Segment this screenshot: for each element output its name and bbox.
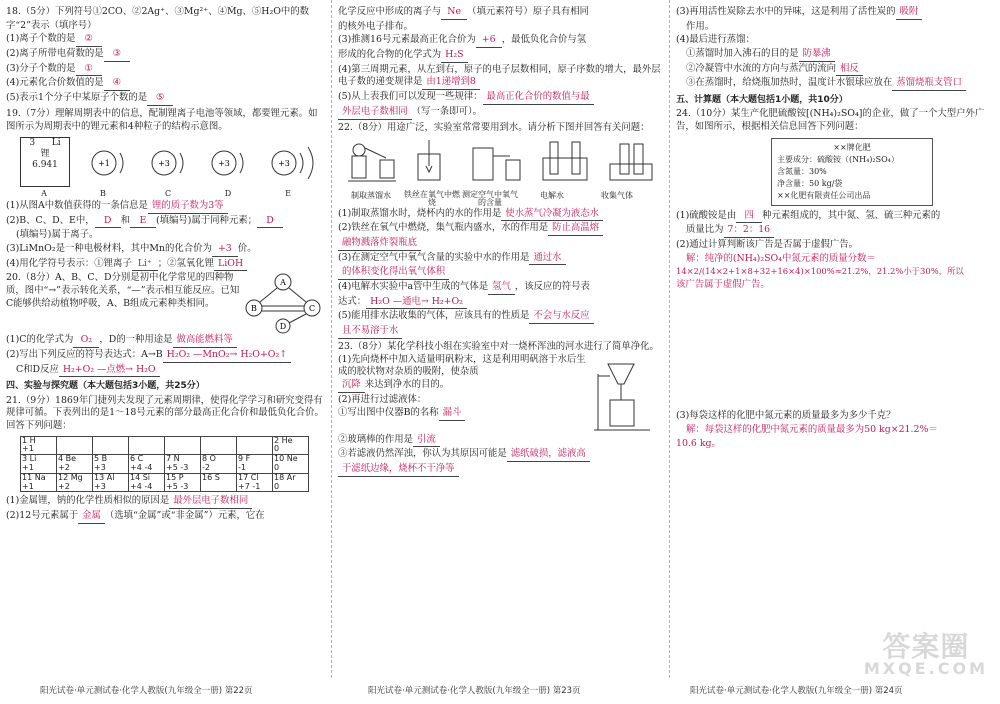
gas-collection-apparatus: [610, 144, 652, 180]
q20-answer-3: C和D反应 H₂+O₂ —点燃→ H₂O: [6, 364, 324, 378]
footer-page-24: 阳光试卷·单元测试卷·化学人教版(九年级全一册) 第24页: [690, 686, 903, 696]
q23-answer-2d: 于滤纸边缘，烧杯不干净等: [338, 463, 662, 477]
q23-intro: 23.（8分）某化学科技小组在实验室中对一烧杯浑浊的河水进行了简单净化。: [338, 340, 659, 352]
watermark-logo: 答案圈 MXQE.COM: [863, 629, 988, 679]
q21-intro: 21.（9分）1869年门捷列夫发现了元素周期律，使得化学学习和研究变得有规律可循。下表列出的是1～18号元素的部分最高正化合价和最低负化合价。回答下列问题：: [6, 394, 324, 431]
q21-answer-5b: 外层电子数相同 （写一条即可）。: [338, 106, 662, 120]
q22-figure-labels: 制取蒸馏水 铁丝在氧气中燃烧 测定空气中氧气的含量 电解水 收集气体: [351, 189, 633, 208]
q23-answer-4: (4)最后进行蒸馏：: [676, 34, 755, 46]
distillation-apparatus: [348, 144, 396, 181]
q19-intro: 19.（7分）理解周期表中的信息，配制锂离子电池等领域，都要锂元素。如图所示为周期表中的锂元素和4种粒子的结构示意图。: [6, 107, 318, 132]
q23-answer-3b: 作用。: [686, 20, 715, 32]
column-divider-1: [331, 0, 332, 678]
q21-answer-4: (4)第三周期元素，从左到右，原子的电子层数相同，原子序数的增大，最外层: [338, 63, 661, 75]
q23-answer-2a: ①写出图中仪器B的名称 漏斗: [338, 407, 588, 421]
periodic-table-excerpt: [20, 436, 309, 493]
q23-answer-4c: ③在蒸馏时，给烧瓶加热时，温度计水银球应放在 蒸馏烧瓶支管口: [676, 77, 992, 91]
svg-text:+3: +3: [278, 159, 290, 169]
svg-text:+3: +3: [218, 159, 230, 169]
q21-cont-1: 化学反应中形成的离子与 Ne （填元素符号）原子具有相同: [338, 6, 662, 20]
q21-answer-4b: 电子数的递变规律是 由1递增到8: [338, 76, 662, 90]
atom-diagram-b: [92, 151, 123, 175]
q19-answer-2b: (填编号)属于离子。: [16, 229, 99, 241]
q22-intro: 22.（8分）用途广泛，实验室常常要用到水。请分析下图并回答有关问题：: [338, 121, 650, 133]
q22-answer-5: (5)能用排水法收集的气体，应该具有的性质是 不会与水反应: [338, 310, 662, 324]
atom-diagram-d: [212, 151, 243, 175]
svg-text:B: B: [251, 304, 257, 314]
electrolysis-apparatus: [543, 142, 587, 180]
table-row: 3 Li +1 4 Be +2 5 B +3 6 C +4 -4 7 N +5 -3 8 O -2 9 F -1 10 Ne 0: [21, 455, 309, 474]
q22-answer-4: (4)电解水实验中a管中生成的气体是 氢气 ，该反应的符号表: [338, 281, 662, 295]
q20-answer-2: (2)写出下列反应的符号表达式：A→B H₂O₂ —MnO₂→ H₂O+O₂↑: [6, 349, 324, 363]
q24-solution-2b: 14×2/(14×2+1×8+32+16×4)×100%≈21.2%，21.2%小于30%，所以: [676, 266, 964, 277]
section-5-heading: 五、计算题（本大题包括1小题，共10分）: [676, 95, 848, 106]
q24-answer-3: (3)每袋这样的化肥中氮元素的质量最多为多少千克？: [676, 410, 896, 422]
q23-answer-4a: ①蒸馏时加入沸石的目的是 防暴沸: [676, 48, 992, 62]
q18-item-5: (5)表示1个分子中某原子个数的是 ⑤: [6, 92, 324, 106]
q24-solution-3b: 10.6 kg。: [676, 437, 721, 449]
svg-text:+1: +1: [98, 159, 110, 169]
page-23-column: [338, 6, 662, 678]
q18-intro-2: 字“2”表示（填序号）: [6, 19, 97, 31]
atom-structure-diagrams: [80, 139, 320, 187]
page-22-column: [6, 6, 324, 678]
iron-burning-apparatus: [418, 140, 440, 180]
q19-answer-1: (1)从图A中数值获得的一条信息是 锂的质子数为3等: [6, 200, 324, 214]
q22-apparatus-figure: [338, 136, 658, 186]
q18-item-2: (2)离子所带电荷数的是 ③: [6, 48, 324, 62]
q18-item-4: (4)元素化合价数值的是 ④: [6, 77, 324, 91]
q21-answer-3: (3)推测16号元素最高正化合价为 +6 ，最低负化合价与氢: [338, 34, 662, 48]
q24-intro: 24.（10分）某生产化肥硫酸铵[(NH₄)₂SO₄]的企业，做了一个大型户外广告，如图所示，根据相关信息回答下列问题：: [676, 108, 985, 132]
q21-answer-1: (1)金属锂，钠的化学性质相似的原因是 最外层电子数相同: [6, 495, 324, 509]
q24-solution-2c: 该广告属于虚假广告。: [676, 278, 770, 290]
section-4-heading: 四、实验与探究题（本大题包括3小题，共25分）: [6, 381, 205, 392]
q21-answer-5: (5)从上表我们可以发现一些规律： 最高正化合价的数值与最: [338, 91, 662, 105]
q20-answer-1: (1)C的化学式为 O₂ ，D的一种用途是 做高能燃料等: [6, 334, 324, 348]
q21-answer-3b: 形成的化合物的化学式为 H₂S: [338, 49, 662, 63]
q20-intro: 20.（8分）A、B、C、D分别是初中化学常见的四种物质，图中“→”表示转化关系，“—”表示相互能反应。已知C能够供给动植物呼吸，A、B组成元素种类相同。: [6, 272, 240, 309]
svg-text:D: D: [279, 322, 287, 332]
svg-text:C: C: [308, 304, 316, 314]
q23-answer-2: (2)再进行过滤液体：: [338, 393, 427, 405]
q24-answer-2: (2)通过计算判断该广告是否属于虚假广告。: [676, 239, 859, 251]
q19-answer-2: (2)B、C、D、E中， D 和 E (填编号)属于同种元素； D: [6, 215, 324, 229]
q19-answer-4: (4)用化学符号表示：①锂离子 Li⁺ ；②氢氧化锂 LiOH: [6, 258, 324, 272]
page-footer: [0, 680, 1000, 704]
q19-figure: [20, 137, 324, 187]
q22-answer-2b: 融物溅落炸裂瓶底: [338, 237, 662, 251]
column-divider-2: [669, 0, 670, 678]
svg-text:+3: +3: [158, 159, 170, 169]
q23-answer-1b: 沉降 来达到净水的目的。: [338, 379, 588, 393]
q23-answer-1: (1)先向烧杯中加入适量明矾粉末，这是利用明矾溶于水后生成的胶状物对杂质的吸附，使杂质: [338, 353, 586, 378]
q22-answer-1: (1)制取蒸馏水时，烧杯内的水的作用是 使水蒸气冷凝为液态水: [338, 208, 662, 222]
table-row: 11 Na +1 12 Mg +2 13 Al +3 14 Si +4 -4 15 P +5 -3 16 S 17 Cl +7 -1 18 Ar 0: [21, 473, 309, 492]
footer-page-23: 阳光试卷·单元测试卷·化学人教版(九年级全一册) 第23页: [368, 686, 581, 696]
q22-answer-2: (2)铁丝在氧气中燃烧，集气瓶内盛水，水的作用是 防止高温熔: [338, 222, 662, 236]
q19-figure-labels: A B C D E: [41, 189, 291, 199]
footer-page-22: 阳光试卷·单元测试卷·化学人教版(九年级全一册) 第22页: [40, 686, 253, 696]
q24-answer-1: (1)硫酸铵是由 四 种元素组成的，其中氮、氢、硫三种元素的: [676, 210, 992, 224]
filtration-apparatus-figure: [588, 354, 658, 434]
atom-diagram-e: [272, 147, 313, 179]
q20-block: [6, 272, 324, 334]
q23-answer-2b: ②玻璃棒的作用是 引流: [338, 434, 662, 448]
q22-answer-3: (3)在测定空气中氧气含量的实验中水的作用是 通过水: [338, 252, 662, 266]
q24-solution-3a: 解：每袋这样的化肥中氮元素的质量最多为50 kg×21.2%＝: [686, 424, 938, 436]
q23-block: [338, 354, 662, 434]
atom-diagram-c: [152, 151, 183, 175]
q23-answer-2c: ③若滤液仍然浑浊，你认为其原因可能是 滤纸破损，滤液高: [338, 448, 662, 462]
fertilizer-advertisement: ××牌化肥 主要成分：硫酸铵（(NH₄)₂SO₄） 含氮量：30% 净含量：50 kg/袋 ××化肥有限责任公司出品: [771, 138, 933, 206]
q18-item-3: (3)分子个数的是 ①: [6, 63, 324, 77]
q21-cont-2: 的核外电子排布。: [338, 20, 414, 32]
q24-answer-1b: 质量比为 7：2：16: [676, 224, 992, 238]
page-24-column: [676, 6, 992, 678]
table-row: 1 H +1 2 He 0: [21, 436, 309, 455]
q18-intro: 18.（5分）下列符号①2CO、②2Ag⁺、③Mg²⁺、④M̊g、⑤H₂O中的数: [6, 6, 310, 17]
q18-item-1: (1)离子个数的是 ②: [6, 33, 324, 47]
svg-text:A: A: [280, 278, 286, 288]
q21-answer-2: (2)12号元素属于 金属 （选填“金属”或“非金属”）元素，它在: [6, 510, 324, 524]
q23-answer-4b: ②冷凝管中水流的方向与蒸汽的流向 相反: [676, 63, 992, 77]
q19-answer-3: (3)LiMnO₂是一种电极材料，其中Mn的化合价为 +3 价。: [6, 243, 324, 257]
oxygen-content-apparatus: [473, 148, 520, 180]
q24-solution-2a: 解：纯净的(NH₄)₂SO₄中氮元素的质量分数＝: [686, 252, 876, 264]
q23-answer-3: (3)再用活性炭除去水中的异味，这是利用了活性炭的 吸附: [676, 6, 992, 20]
lithium-element-card: 3 Li 锂 6.941: [20, 137, 70, 187]
q22-answer-3b: 的体积变化得出氧气体积: [338, 266, 662, 280]
q20-relation-diagram: [244, 272, 322, 334]
q22-answer-4b: 达式： H₂O —通电→ H₂+O₂: [338, 296, 662, 310]
q22-answer-5b: 且不易溶于水: [338, 325, 662, 339]
